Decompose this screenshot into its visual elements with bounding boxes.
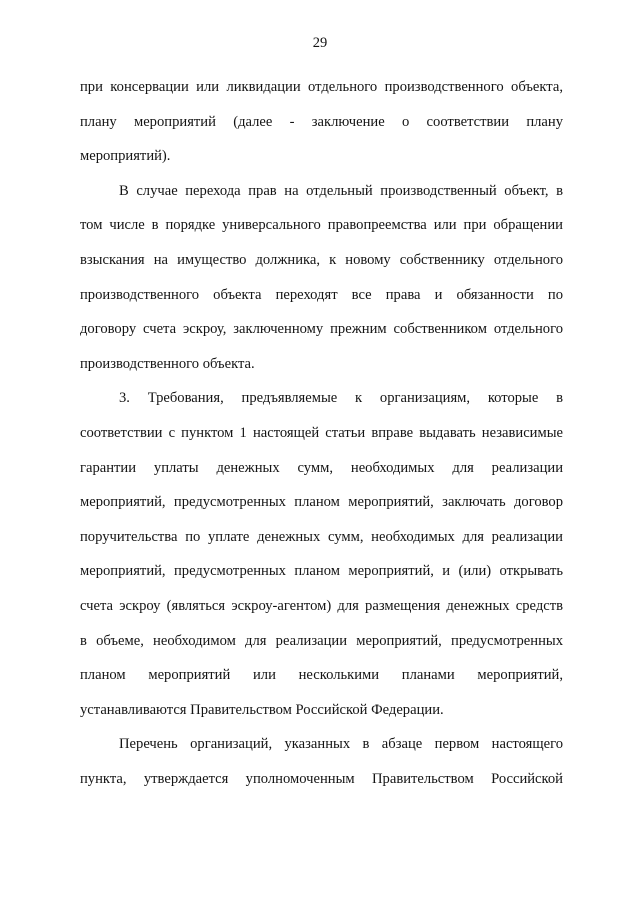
text-line: 3. Требования, предъявляемые к организациям, которые в bbox=[119, 390, 563, 407]
text-line: мероприятий, предусмотренных планом мероприятий, и (или) открывать bbox=[80, 563, 563, 580]
text-line: счета эскроу (являться эскроу-агентом) для размещения денежных средств bbox=[80, 597, 563, 614]
text-line: при консервации или ликвидации отдельного производственного объекта, bbox=[80, 79, 563, 95]
text-line: соответствии с пунктом 1 настоящей статьи вправе выдавать независимые bbox=[80, 424, 563, 441]
paragraph-2 bbox=[80, 174, 563, 382]
text-line: договору счета эскроу, заключенному прежним собственником отдельного bbox=[80, 321, 563, 338]
text-line: плану мероприятий (далее - заключение о соответствии плану bbox=[80, 113, 563, 130]
text-line: мероприятий). bbox=[80, 148, 171, 165]
text-line: в объеме, необходимом для реализации мероприятий, предусмотренных bbox=[80, 632, 563, 649]
paragraph-1 bbox=[80, 70, 563, 174]
text-line: производственного объекта. bbox=[80, 355, 255, 372]
text-line: мероприятий, предусмотренных планом мероприятий, заключать договор bbox=[80, 494, 563, 511]
document-body bbox=[80, 70, 563, 796]
text-line: поручительства по уплате денежных сумм, необходимых для реализации bbox=[80, 528, 563, 545]
page-number: 29 bbox=[312, 35, 328, 51]
text-line: производственного объекта переходят все права и обязанности по bbox=[80, 286, 563, 303]
text-line: пункта, утверждается уполномоченным Правительством Российской bbox=[80, 770, 563, 787]
text-line: Перечень организаций, указанных в абзаце первом настоящего bbox=[119, 736, 563, 753]
text-line: планом мероприятий или несколькими планами мероприятий, bbox=[80, 667, 563, 684]
text-line: В случае перехода прав на отдельный производственный объект, в bbox=[119, 182, 563, 199]
paragraph-3 bbox=[80, 381, 563, 727]
text-line: том числе в порядке универсального правопреемства или при обращении bbox=[80, 217, 563, 234]
text-line: гарантии уплаты денежных сумм, необходимых для реализации bbox=[80, 459, 563, 476]
text-line: взыскания на имущество должника, к новому собственнику отдельного bbox=[80, 251, 563, 268]
paragraph-4 bbox=[80, 727, 563, 796]
text-line: устанавливаются Правительством Российской Федерации. bbox=[80, 701, 444, 718]
